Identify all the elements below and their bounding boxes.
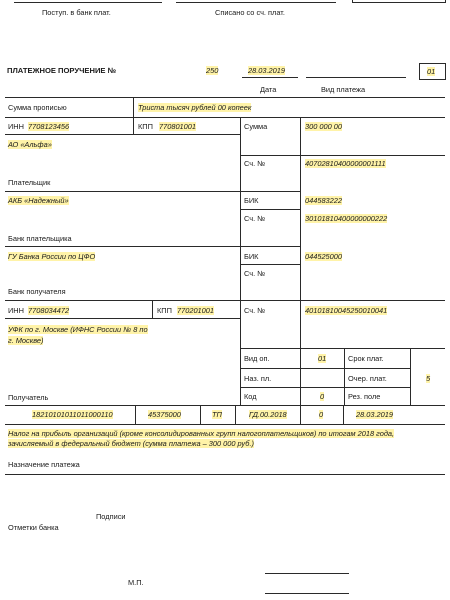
rule [240, 117, 241, 405]
signature-line-1 [265, 573, 349, 574]
payer-bank-bik: 044583222 [305, 196, 342, 205]
received-label: Поступ. в банк плат. [42, 8, 111, 17]
payer-bank-bik-label: БИК [244, 196, 259, 205]
payee-bank-bik-label: БИК [244, 252, 259, 261]
payment-type-underline [306, 77, 406, 78]
rule [240, 209, 300, 210]
rule [5, 300, 445, 301]
order-date: 28.03.2019 [248, 66, 285, 75]
rule [300, 405, 301, 424]
payee-bank-account-label: Сч. № [244, 269, 266, 278]
purpose-text [8, 429, 403, 449]
rule [240, 387, 410, 388]
payer-inn: 7708123456 [28, 122, 70, 131]
term-label: Срок плат. [348, 354, 384, 363]
payee-name-line2: г. Москве) [8, 336, 44, 345]
rule [240, 155, 445, 156]
payer-label: Плательщик [8, 178, 51, 187]
order-title: ПЛАТЕЖНОЕ ПОРУЧЕНИЕ № [7, 66, 117, 75]
payer-kpp: 770801001 [159, 122, 196, 131]
rule [133, 97, 134, 117]
amount-words-label: Сумма прописью [8, 103, 67, 112]
kbk: 18210101011011000110 [32, 410, 113, 419]
rule [5, 191, 300, 192]
sum-value: 300 000 00 [305, 122, 342, 131]
rule [240, 368, 410, 369]
rule [344, 348, 345, 405]
signature-line-2 [265, 593, 349, 594]
rule [410, 348, 411, 405]
rule [200, 405, 201, 424]
rule [5, 318, 240, 319]
status-code: 01 [427, 67, 436, 76]
sum-label: Сумма [244, 122, 268, 131]
received-line [14, 2, 162, 3]
tax-basis: ТП [212, 410, 222, 419]
rule [5, 405, 445, 406]
order-label: Очер. плат. [348, 374, 387, 383]
rule [343, 405, 344, 424]
purpose-text-value: Налог на прибыль организаций (кроме консолидированных групп налогоплательщиков) по итогам 2018 года, зачисляемый в федеральный бюджет (сумма платежа – 300 000 руб.) [8, 429, 395, 448]
payee-inn: 7708034472 [28, 306, 70, 315]
rule [135, 405, 136, 424]
rule [240, 264, 300, 265]
rule [5, 424, 445, 425]
payee-account: 40101810045250010041 [305, 306, 388, 315]
payer-bank-label: Банк плательщика [8, 234, 72, 243]
rule [240, 348, 445, 349]
payer-inn-label: ИНН [8, 122, 24, 131]
payer-bank-account: 30101810400000000222 [305, 214, 388, 223]
payee-name-line1: УФК по г. Москве (ИФНС России № 8 по [8, 325, 148, 334]
payee-inn-label: ИНН [8, 306, 24, 315]
debited-line [176, 2, 336, 3]
doc-number: 0 [319, 410, 324, 419]
debited-label: Списано со сч. плат. [215, 8, 285, 17]
oktmo: 45375000 [148, 410, 181, 419]
op-type: 01 [318, 354, 327, 363]
rule [133, 117, 134, 134]
code-value: 0 [320, 392, 325, 401]
code-label: Код [244, 392, 257, 401]
purpose-code-label: Наз. пл. [244, 374, 272, 383]
amount-words-value: Триста тысяч рублей 00 копеек [138, 103, 252, 112]
date-underline [242, 77, 298, 78]
rule [152, 300, 153, 318]
rule [5, 97, 445, 98]
payee-bank-name: ГУ Банка России по ЦФО [8, 252, 96, 261]
rule [5, 134, 240, 135]
order-number: 250 [206, 66, 219, 75]
date-label: Дата [260, 85, 277, 94]
payee-bank-label: Банк получателя [8, 287, 66, 296]
payer-account-label: Сч. № [244, 159, 266, 168]
payer-kpp-label: КПП [138, 122, 153, 131]
reserve-label: Рез. поле [348, 392, 381, 401]
op-type-label: Вид оп. [244, 354, 270, 363]
doc-date: 28.03.2019 [356, 410, 393, 419]
purpose-label: Назначение платежа [8, 460, 80, 469]
rule [5, 117, 445, 118]
payee-account-label: Сч. № [244, 306, 266, 315]
tax-period: ГД.00.2018 [249, 410, 287, 419]
payer-bank-account-label: Сч. № [244, 214, 266, 223]
rule [300, 117, 301, 405]
payee-label: Получатель [8, 393, 49, 402]
payment-order: 5 [426, 374, 431, 383]
signatures-label: Подписи [96, 512, 126, 521]
rule [5, 246, 300, 247]
payer-name: АО «Альфа» [8, 140, 52, 149]
bank-marks-label: Отметки банка [8, 523, 59, 532]
payee-bank-bik: 044525000 [305, 252, 342, 261]
payment-type-label: Вид платежа [321, 85, 366, 94]
payee-kpp: 770201001 [177, 306, 214, 315]
debited-box [352, 0, 446, 3]
payee-kpp-label: КПП [157, 306, 172, 315]
payer-bank-name: АКБ «Надежный» [8, 196, 69, 205]
rule [5, 474, 445, 475]
stamp-label: М.П. [128, 578, 144, 587]
payer-account: 40702810400000001111 [305, 159, 386, 168]
rule [235, 405, 236, 424]
